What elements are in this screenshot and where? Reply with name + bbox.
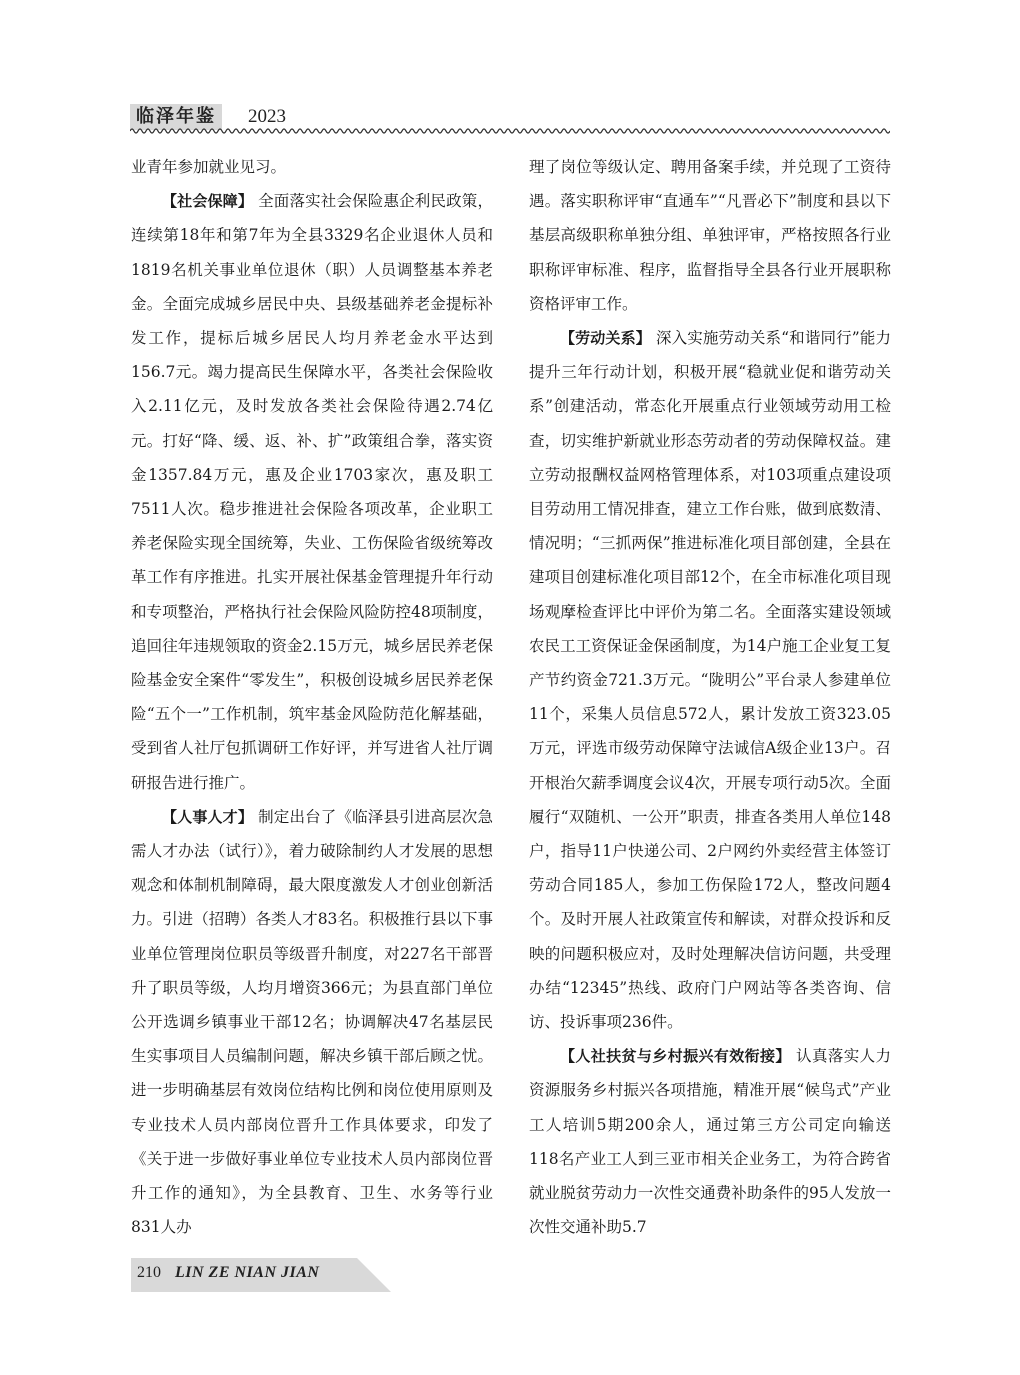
header-wave-rule <box>130 126 890 136</box>
paragraph <box>529 321 891 1039</box>
book-title: 临泽年鉴 <box>130 104 222 130</box>
paragraph <box>529 1039 891 1244</box>
paragraph <box>131 184 493 800</box>
section-heading: 【社会保障】 <box>162 192 254 211</box>
paragraph <box>529 150 891 321</box>
paragraph-text: 全面落实社会保险惠企利民政策，连续第18年和第7年为全县3329名企业退休人员和1819名机关事业单位退休（职）人员调整基本养老金。全面完成城乡居民中央、县级基础养老金提标补发工作，提标后城乡居民人均月养老金水平达到156.7元。竭力提高民生保障水平，各类社会保险收入2.11亿元，及时发放各类社会保险待遇2.74亿元。打好“降、缓、返、补、扩”政策组合拳，落实资金1357.84万元，惠及企业1703家次，惠及职工7511人次。稳步推进社会保险各项改革，企业职工养老保险实现全国统筹，失业、工伤保险省级统筹改革工作有序推进。扎实开展社保基金管理提升年行动和专项整治，严格执行社会保险风险防控48项制度，追回往年违规领取的资金2.15万元，城乡居民养老保险基金安全案件“零发生”，积极创设城乡居民养老保险“五个一”工作机制，筑牢基金风险防范化解基础，受到省人社厅包抓调研工作好评，并写进省人社厅调研报告进行推广。 <box>131 192 493 792</box>
right-column <box>529 150 891 1245</box>
paragraph-text: 理了岗位等级认定、聘用备案手续，并兑现了工资待遇。落实职称评审“直通车”“凡晋必下”制度和县以下基层高级职称单独分组、单独评审，严格按照各行业职称评审标准、程序，监督指导全县各行业开展职称资格评审工作。 <box>529 158 891 313</box>
running-header <box>130 96 890 136</box>
section-heading: 【人社扶贫与乡村振兴有效衔接】 <box>560 1047 791 1066</box>
paragraph-text: 认真落实人力资源服务乡村振兴各项措施，精准开展“候鸟式”产业工人培训5期200余人，通过第三方公司定向输送118名产业工人到三亚市相关企业务工，为符合跨省就业脱贫劳动力一次性交通费补助条件的95人发放一次性交通补助5.7 <box>529 1047 891 1237</box>
book-year: 2023 <box>248 106 286 127</box>
journal-name: LIN ZE NIAN JIAN <box>175 1264 320 1281</box>
paragraph <box>131 800 493 1245</box>
left-column <box>131 150 493 1245</box>
paragraph-text: 制定出台了《临泽县引进高层次急需人才办法（试行）》，着力破除制约人才发展的思想观念和体制机制障碍，最大限度激发人才创业创新活力。引进（招聘）各类人才83名。积极推行县以下事业单位管理岗位职员等级晋升制度，对227名干部晋升了职员等级，人均月增资366元；为县直部门单位公开选调乡镇事业干部12名；协调解决47名基层民生实事项目人员编制问题，解决乡镇干部后顾之忧。进一步明确基层有效岗位结构比例和岗位使用原则及专业技术人员内部岗位晋升工作具体要求，印发了《关于进一步做好事业单位专业技术人员内部岗位晋升工作的通知》，为全县教育、卫生、水务等行业831人办 <box>131 807 493 1237</box>
section-heading: 【劳动关系】 <box>560 329 651 348</box>
paragraph-text: 深入实施劳动关系“和谐同行”能力提升三年行动计划，积极开展“稳就业促和谐劳动关系”创建活动，常态化开展重点行业领域劳动用工检查，切实维护新就业形态劳动者的劳动保障权益。建立劳动报酬权益网格管理体系，对103项重点建设项目劳动用工情况排查，建立工作台账，做到底数清、情况明；“三抓两保”推进标准化项目部创建，全县在建项目创建标准化项目部12个，在全市标准化项目现场观摩检查评比中评价为第二名。全面落实建设领域农民工工资保证金保函制度，为14户施工企业复工复产节约资金721.3万元。“陇明公”平台录人参建单位11个，采集人员信息572人，累计发放工资323.05万元，评选市级劳动保障守法诚信A级企业13户。召开根治欠薪季调度会议4次，开展专项行动5次。全面履行“双随机、一公开”职责，排查各类用人单位148户，指导11户快递公司、2户网约外卖经营主体签订劳动合同185人，参加工伤保险172人，整改问题4个。及时开展人社政策宣传和解读，对群众投诉和反映的问题积极应对，及时处理解决信访问题，共受理办结“12345”热线、政府门户网站等各类咨询、信访、投诉事项236件。 <box>529 329 891 1032</box>
paragraph <box>131 150 493 184</box>
section-heading: 【人事人才】 <box>162 807 254 826</box>
page-footer <box>131 1258 391 1292</box>
paragraph-text: 业青年参加就业见习。 <box>131 158 287 176</box>
page-number: 210 <box>137 1264 161 1281</box>
